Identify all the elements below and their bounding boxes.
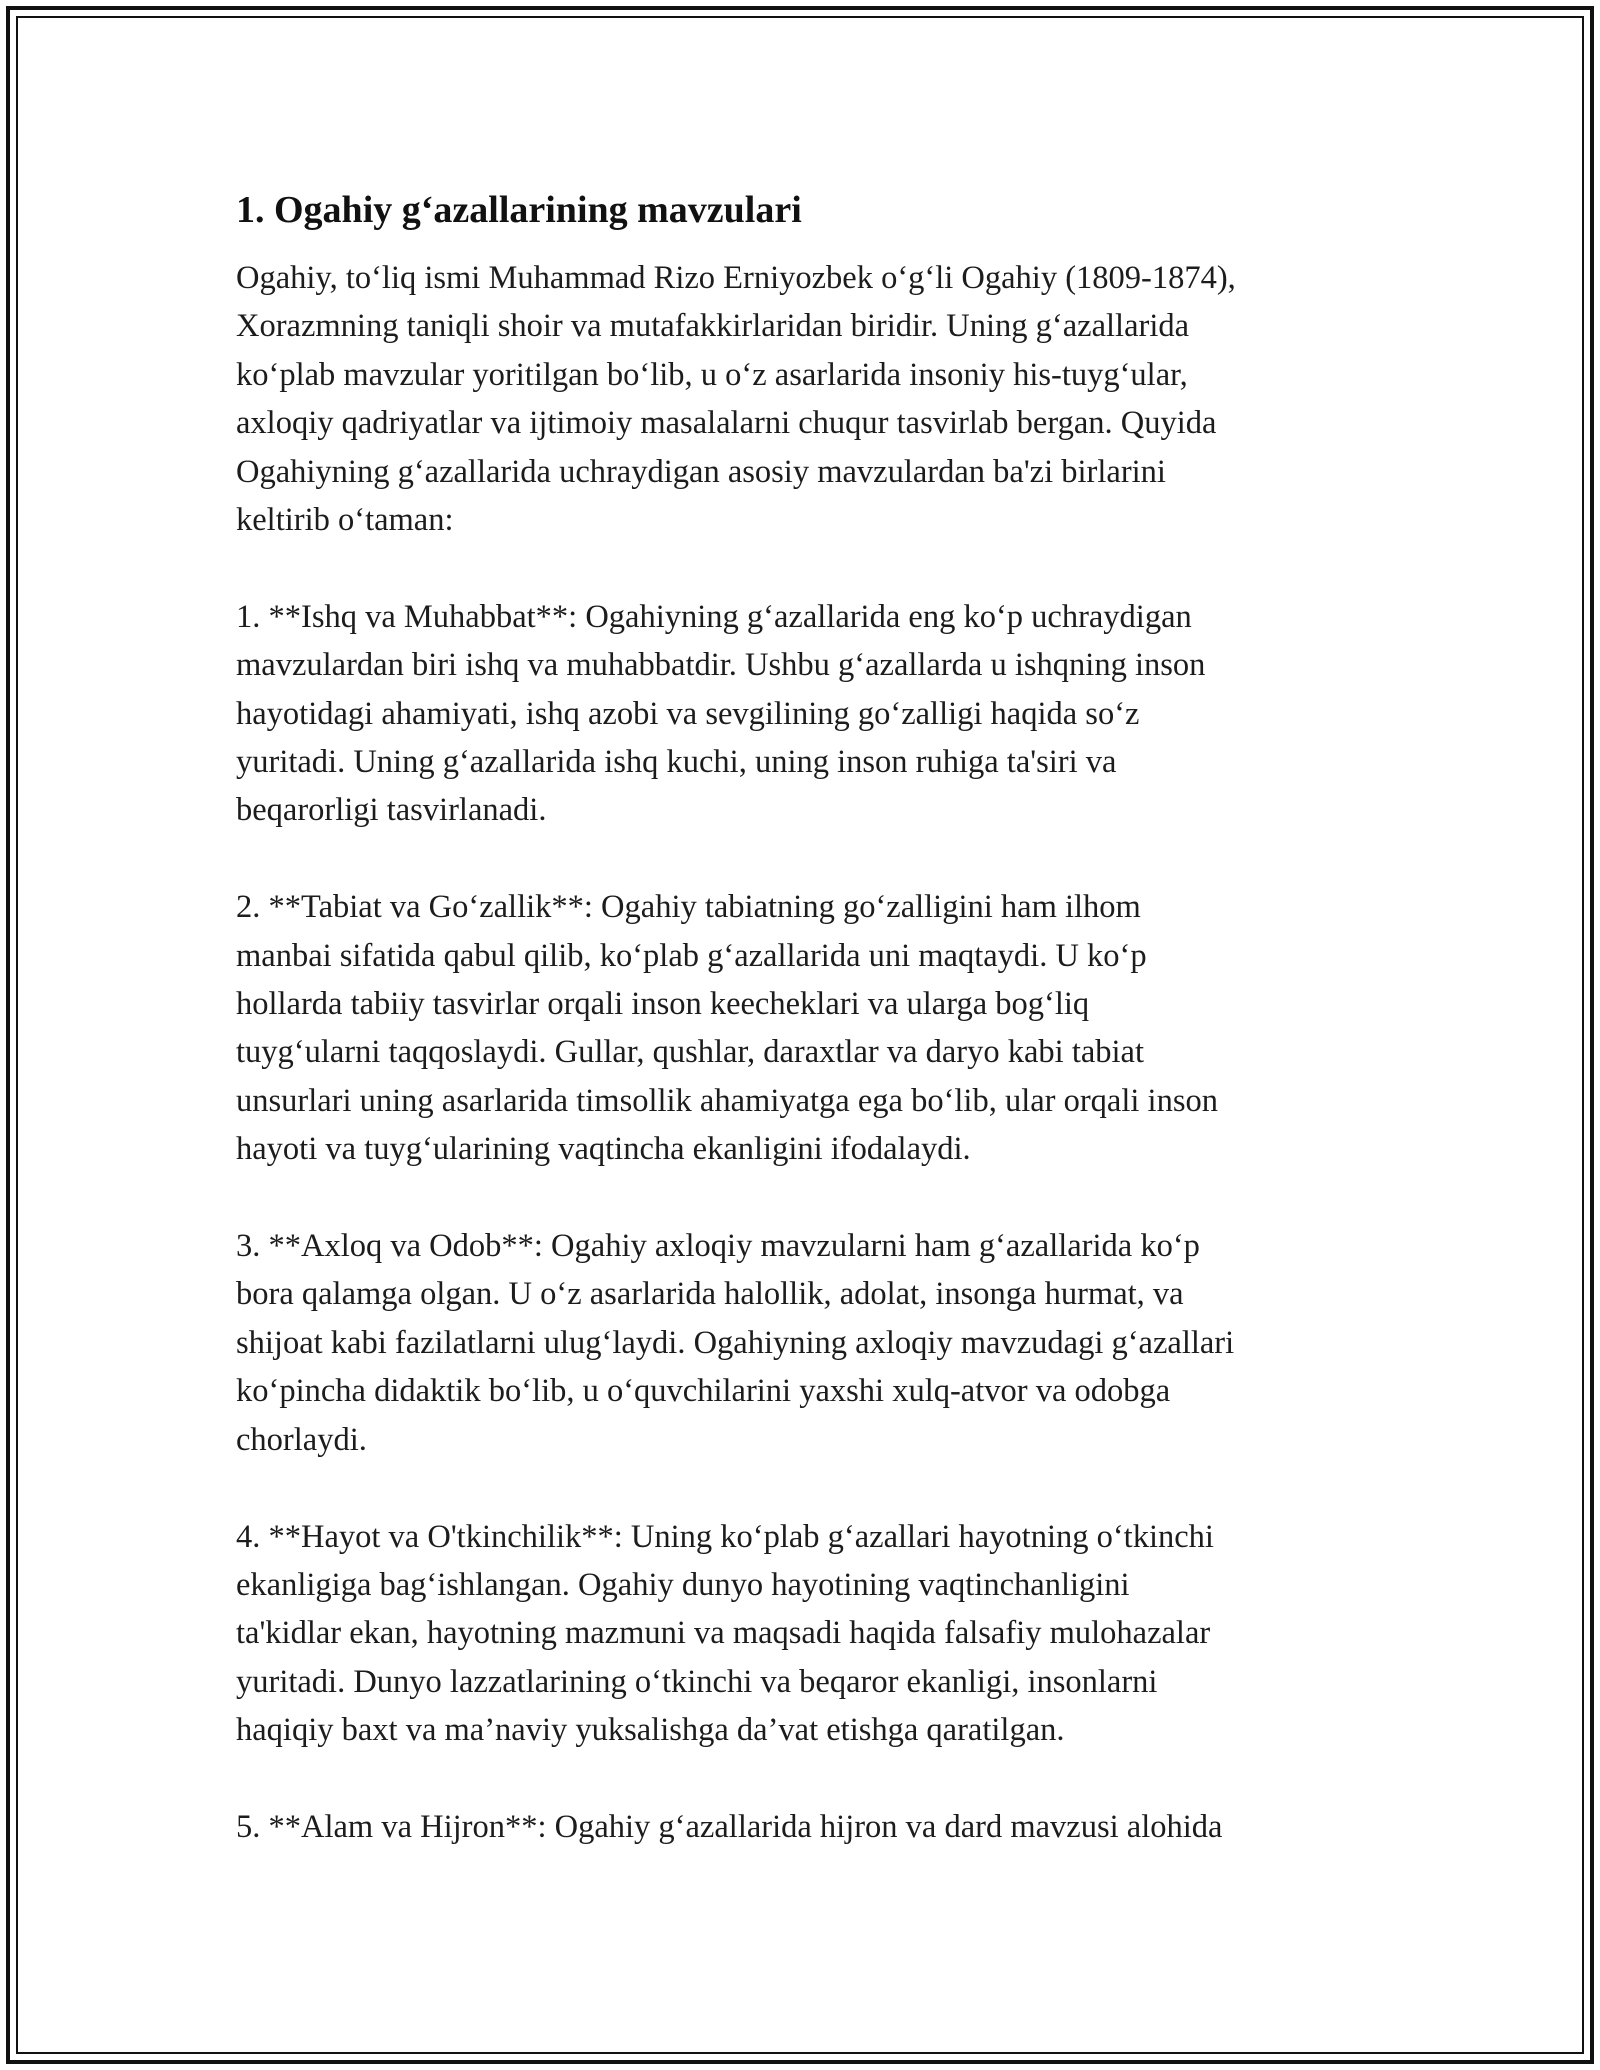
text-line: 2. **Tabiat va Go‘zallik**: Ogahiy tabiatning go‘zalligini ham ilhom <box>236 889 1141 926</box>
text-line: 5. **Alam va Hijron**: Ogahiy g‘azallarida hijron va dard mavzusi alohida <box>236 1808 1223 1845</box>
paragraph-item-2 <box>236 883 1386 1173</box>
text-line: axloqiy qadriyatlar va ijtimoiy masalalarni chuqur tasvirlab bergan. Quyida <box>236 405 1217 442</box>
text-line: Ogahiy, to‘liq ismi Muhammad Rizo Erniyozbek o‘g‘li Ogahiy (1809-1874), <box>236 260 1236 296</box>
text-line: ekanligiga bag‘ishlangan. Ogahiy dunyo hayotining vaqtinchanligini <box>236 1566 1130 1603</box>
text-line: 4. **Hayot va O'tkinchilik**: Uning ko‘plab g‘azallari hayotning o‘tkinchi <box>236 1518 1214 1555</box>
paragraph-item-1 <box>236 593 1386 835</box>
text-line: tuyg‘ularni taqqoslaydi. Gullar, qushlar, daraxtlar va daryo kabi tabiat <box>236 1034 1145 1071</box>
text-line: 1. **Ishq va Muhabbat**: Ogahiyning g‘azallarida eng ko‘p uchraydigan <box>236 598 1192 635</box>
text-line: unsurlari uning asarlarida timsollik ahamiyatga ega bo‘lib, ular orqali inson <box>236 1082 1218 1119</box>
text-line: bora qalamga olgan. U o‘z asarlarida halollik, adolat, insonga hurmat, va <box>236 1276 1184 1313</box>
text-line: yuritadi. Dunyo lazzatlarining o‘tkinchi va beqaror ekanligi, insonlarni <box>236 1663 1158 1700</box>
text-line: chorlaydi. <box>236 1421 367 1458</box>
text-line: hollarda tabiiy tasvirlar orqali inson keecheklari va ularga bog‘liq <box>236 986 1090 1023</box>
text-line: beqarorligi tasvirlanadi. <box>236 792 547 829</box>
document-body <box>236 186 1386 1900</box>
text-line: mavzulardan biri ishq va muhabbatdir. Ushbu g‘azallarda u ishqning inson <box>236 647 1206 684</box>
text-line: hayotidagi ahamiyati, ishq azobi va sevgilining go‘zalligi haqida so‘z <box>236 695 1140 732</box>
paragraph-item-3 <box>236 1222 1386 1464</box>
text-line: shijoat kabi fazilatlarni ulug‘laydi. Ogahiyning axloqiy mavzudagi g‘azallari <box>236 1324 1235 1361</box>
section-heading: 1. Ogahiy g‘azallarining mavzulari <box>236 189 802 231</box>
text-line: Ogahiyning g‘azallarida uchraydigan asosiy mavzulardan ba'zi birlarini <box>236 453 1166 490</box>
text-line: Xorazmning taniqli shoir va mutafakkirlaridan biridir. Uning g‘azallarida <box>236 308 1190 345</box>
text-line: keltirib o‘taman: <box>236 502 454 539</box>
text-line: haqiqiy baxt va ma’naviy yuksalishga da’vat etishga qaratilgan. <box>236 1712 1065 1749</box>
paragraph-item-4 <box>236 1513 1386 1755</box>
text-line: manbai sifatida qabul qilib, ko‘plab g‘azallarida uni maqtaydi. U ko‘p <box>236 937 1147 974</box>
text-line: yuritadi. Uning g‘azallarida ishq kuchi, uning inson ruhiga ta'siri va <box>236 744 1117 781</box>
text-line: ko‘pincha didaktik bo‘lib, u o‘quvchilarini yaxshi xulq-atvor va odobga <box>236 1373 1171 1410</box>
text-line: ko‘plab mavzular yoritilgan bo‘lib, u o‘z asarlarida insoniy his-tuyg‘ular, <box>236 356 1188 393</box>
text-line: 3. **Axloq va Odob**: Ogahiy axloqiy mavzularni ham g‘azallarida ko‘p <box>236 1228 1200 1265</box>
text-line: ta'kidlar ekan, hayotning mazmuni va maqsadi haqida falsafiy mulohazalar <box>236 1615 1211 1652</box>
text-line: hayoti va tuyg‘ularining vaqtincha ekanligini ifodalaydi. <box>236 1131 971 1168</box>
paragraph-item-5 <box>236 1803 1386 1851</box>
paragraph-intro <box>236 254 1386 544</box>
